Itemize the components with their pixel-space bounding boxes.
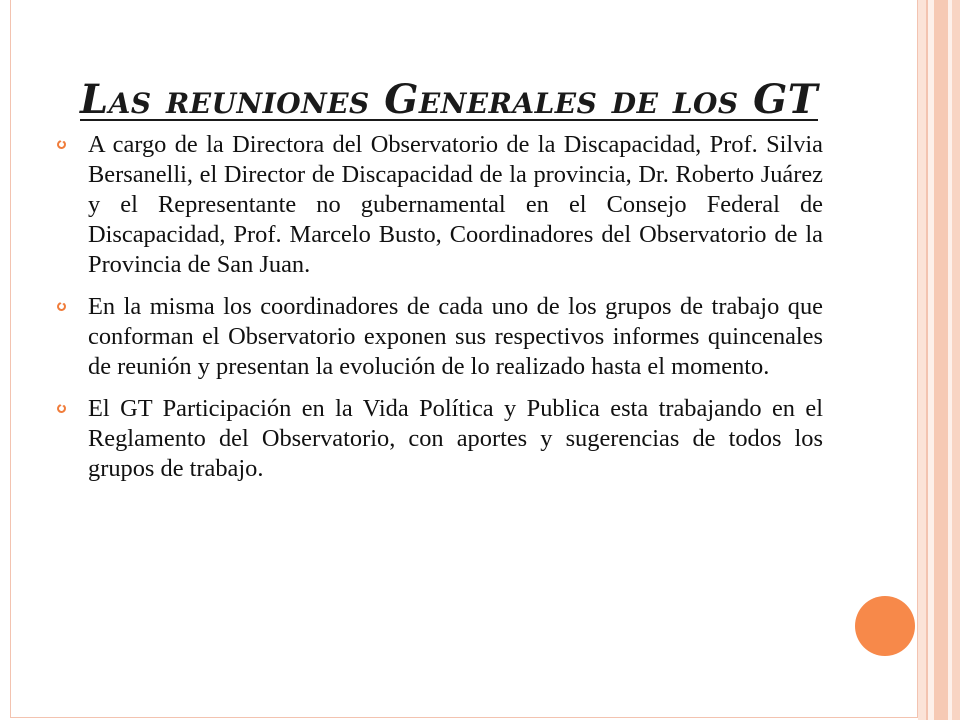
orange-ring-bullet-icon xyxy=(55,138,68,151)
bullet-list xyxy=(57,130,823,496)
decor-stripe-4 xyxy=(934,0,948,720)
orange-ring-bullet-icon xyxy=(55,300,68,313)
list-item xyxy=(57,394,823,484)
decor-stripe-6 xyxy=(952,0,960,720)
orange-circle-decoration xyxy=(855,596,915,656)
page-title: Las reuniones Generales de los GT xyxy=(80,75,818,123)
bullet-text: El GT Participación en la Vida Política y Publica esta trabajando en el Reglamento del Observatorio, con aportes y sugerencias de todos los grupos de trabajo. xyxy=(88,395,823,482)
decor-stripe-1 xyxy=(918,0,926,720)
bullet-text: En la misma los coordinadores de cada uno de los grupos de trabajo que conforman el Observatorio exponen sus respectivos informes quincenales de reunión y presentan la evolución de lo realizado hasta el momento. xyxy=(88,293,823,380)
list-item xyxy=(57,292,823,382)
bullet-text: A cargo de la Directora del Observatorio de la Discapacidad, Prof. Silvia Bersanelli, el Director de Discapacidad de la provincia, Dr. Roberto Juárez y el Representante no gubernamental en el Consejo Federal de Discapacidad, Prof. Marcelo Busto, Coordinadores del Observatorio de la Provincia de San Juan. xyxy=(88,131,823,278)
list-item xyxy=(57,130,823,280)
orange-ring-bullet-icon xyxy=(55,402,68,415)
